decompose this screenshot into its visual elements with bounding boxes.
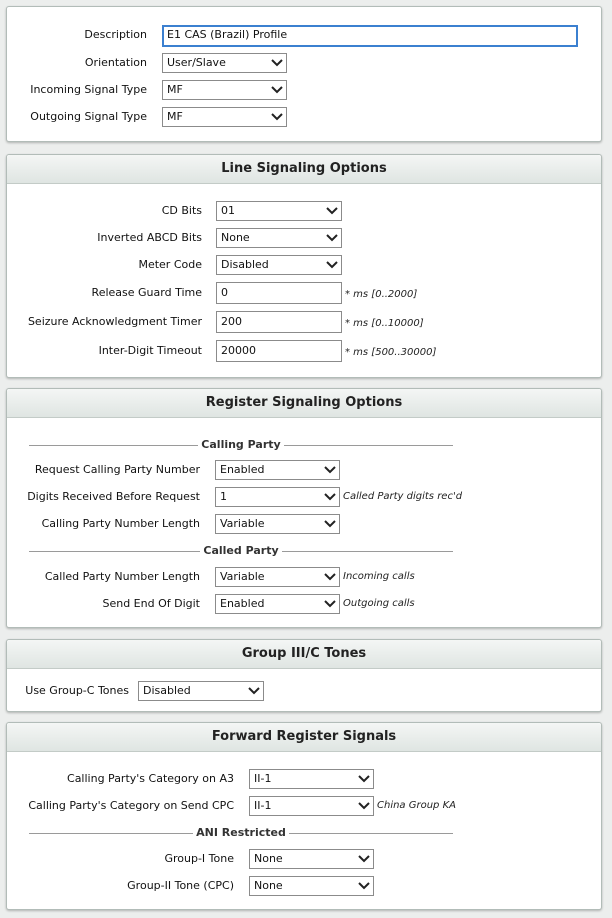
cat-a3-select[interactable] [249, 769, 374, 789]
cd-bits-label: CD Bits [161, 204, 202, 217]
digits-before-label: Digits Received Before Request [27, 490, 200, 503]
meter-code-label: Meter Code [138, 258, 202, 271]
chevron-down-icon [271, 85, 283, 95]
cpn-length-value: Variable [220, 517, 265, 530]
calling-party-heading-text: Calling Party [198, 438, 283, 451]
digits-before-hint: Called Party digits rec'd [343, 491, 463, 502]
use-group-c-select[interactable] [138, 681, 264, 701]
inverted-abcd-value: None [221, 231, 250, 244]
called-length-hint: Incoming calls [343, 571, 415, 582]
request-cpn-value: Enabled [220, 463, 265, 476]
seizure-ack-label: Seizure Acknowledgment Timer [27, 315, 202, 328]
cat-a3-value: II-1 [254, 772, 272, 785]
group-tones-title: Group III/C Tones [7, 640, 601, 669]
chevron-down-icon [358, 774, 370, 784]
chevron-down-icon [324, 465, 336, 475]
request-cpn-label: Request Calling Party Number [34, 463, 200, 476]
send-eod-hint: Outgoing calls [343, 598, 415, 609]
cd-bits-select[interactable] [216, 201, 342, 221]
group2-tone-label: Group-II Tone (CPC) [127, 879, 234, 892]
register-signaling-title: Register Signaling Options [7, 389, 601, 418]
cat-cpc-hint: China Group KA [377, 800, 456, 811]
incoming-signal-label: Incoming Signal Type [30, 83, 147, 96]
digits-before-select[interactable] [215, 487, 340, 507]
chevron-down-icon [326, 233, 338, 243]
cat-cpc-label: Calling Party's Category on Send CPC [28, 799, 234, 812]
request-cpn-select[interactable] [215, 460, 340, 480]
register-signaling-panel [6, 388, 602, 628]
cpn-length-label: Calling Party Number Length [41, 517, 200, 530]
outgoing-signal-select[interactable] [162, 107, 287, 127]
chevron-down-icon [271, 58, 283, 68]
chevron-down-icon [271, 112, 283, 122]
forward-register-title: Forward Register Signals [7, 723, 601, 752]
inter-digit-label: Inter-Digit Timeout [98, 344, 202, 357]
cat-cpc-select[interactable] [249, 796, 374, 816]
line-signaling-panel [6, 154, 602, 378]
called-party-heading [29, 544, 453, 558]
incoming-signal-select[interactable] [162, 80, 287, 100]
chevron-down-icon [358, 854, 370, 864]
calling-party-heading [29, 438, 453, 452]
chevron-down-icon [326, 260, 338, 270]
inverted-abcd-select[interactable] [216, 228, 342, 248]
seizure-ack-hint: * ms [0..10000] [345, 318, 424, 329]
chevron-down-icon [248, 686, 260, 696]
inter-digit-input[interactable]: 20000 [216, 340, 342, 362]
chevron-down-icon [358, 801, 370, 811]
release-guard-label: Release Guard Time [91, 286, 202, 299]
inter-digit-hint: * ms [500..30000] [345, 347, 437, 358]
cat-cpc-value: II-1 [254, 799, 272, 812]
ani-restricted-heading-text: ANI Restricted [193, 826, 289, 839]
group2-tone-value: None [254, 879, 283, 892]
called-party-heading-text: Called Party [200, 544, 281, 557]
chevron-down-icon [326, 206, 338, 216]
cpn-length-select[interactable] [215, 514, 340, 534]
general-panel [6, 6, 602, 142]
send-eod-value: Enabled [220, 597, 265, 610]
chevron-down-icon [324, 572, 336, 582]
seizure-ack-input[interactable]: 200 [216, 311, 342, 333]
called-length-select[interactable] [215, 567, 340, 587]
cat-a3-label: Calling Party's Category on A3 [67, 772, 234, 785]
group2-tone-select[interactable] [249, 876, 374, 896]
orientation-value: User/Slave [167, 56, 226, 69]
cd-bits-value: 01 [221, 204, 235, 217]
called-length-label: Called Party Number Length [44, 570, 200, 583]
forward-register-panel [6, 722, 602, 910]
orientation-label: Orientation [84, 56, 147, 69]
group1-tone-label: Group-I Tone [164, 852, 234, 865]
release-guard-hint: * ms [0..2000] [345, 289, 418, 300]
description-input[interactable]: E1 CAS (Brazil) Profile [162, 25, 578, 47]
use-group-c-value: Disabled [143, 684, 191, 697]
meter-code-select[interactable] [216, 255, 342, 275]
send-eod-select[interactable] [215, 594, 340, 614]
chevron-down-icon [358, 881, 370, 891]
chevron-down-icon [324, 492, 336, 502]
group-tones-panel [6, 639, 602, 712]
meter-code-value: Disabled [221, 258, 269, 271]
incoming-signal-value: MF [167, 83, 183, 96]
orientation-select[interactable] [162, 53, 287, 73]
chevron-down-icon [324, 519, 336, 529]
group1-tone-value: None [254, 852, 283, 865]
use-group-c-label: Use Group-C Tones [25, 684, 129, 697]
outgoing-signal-label: Outgoing Signal Type [30, 110, 147, 123]
group1-tone-select[interactable] [249, 849, 374, 869]
digits-before-value: 1 [220, 490, 227, 503]
line-signaling-title: Line Signaling Options [7, 155, 601, 184]
send-eod-label: Send End Of Digit [102, 597, 200, 610]
inverted-abcd-label: Inverted ABCD Bits [97, 231, 202, 244]
outgoing-signal-value: MF [167, 110, 183, 123]
chevron-down-icon [324, 599, 336, 609]
release-guard-input[interactable]: 0 [216, 282, 342, 304]
description-label: Description [84, 28, 147, 41]
called-length-value: Variable [220, 570, 265, 583]
ani-restricted-heading [29, 826, 453, 840]
